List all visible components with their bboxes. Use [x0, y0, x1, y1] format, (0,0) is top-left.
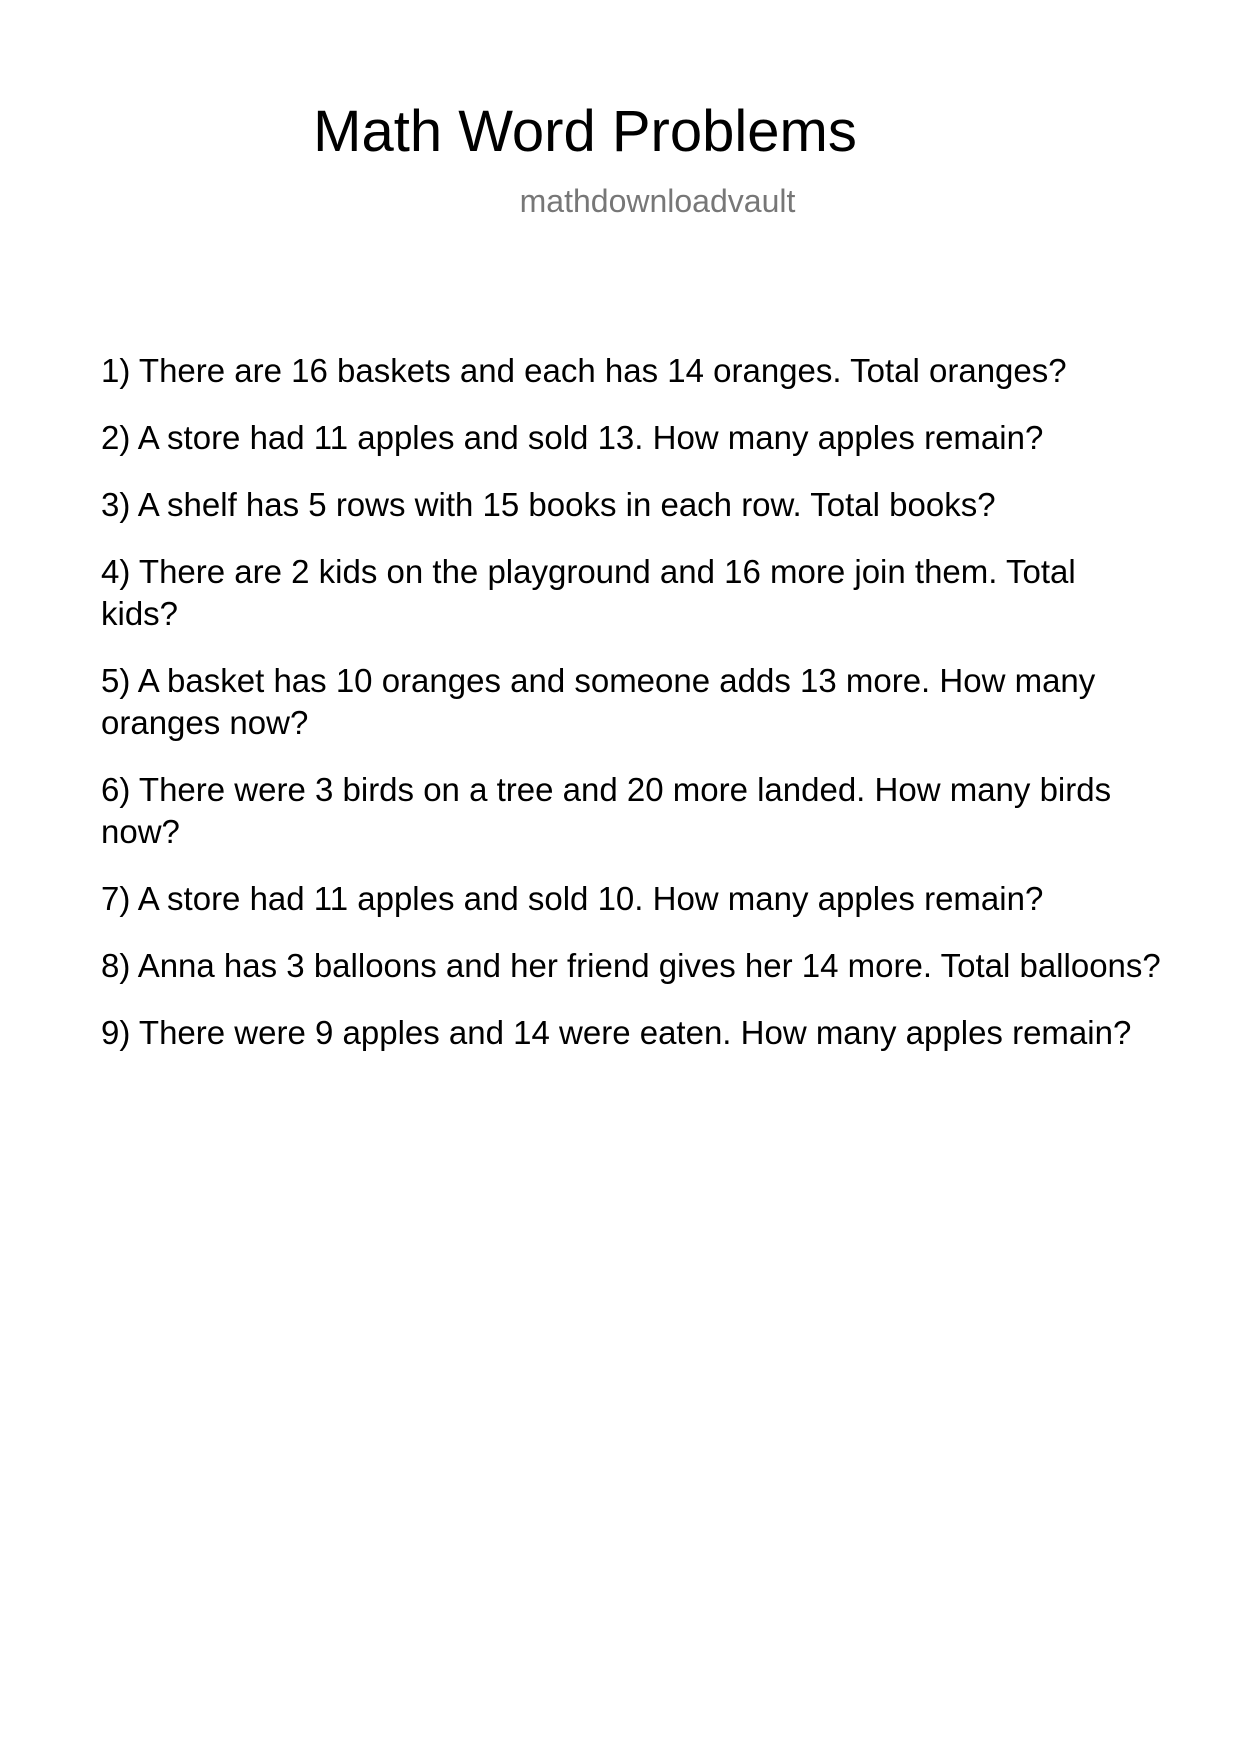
problem-item: 4) There are 2 kids on the playground and 16 more join them. Total kids?: [101, 553, 1076, 632]
problem-list: [101, 350, 1161, 1079]
problem-item: 5) A basket has 10 oranges and someone adds 13 more. How many oranges now?: [101, 662, 1096, 741]
problem-item: 8) Anna has 3 balloons and her friend gives her 14 more. Total balloons?: [101, 947, 1161, 984]
page-subtitle: mathdownloadvault: [519, 183, 796, 219]
page-title: Math Word Problems: [313, 99, 857, 164]
problem-item: 9) There were 9 apples and 14 were eaten. How many apples remain?: [101, 1014, 1132, 1051]
problem-item: 7) A store had 11 apples and sold 10. How many apples remain?: [101, 880, 1044, 917]
problem-item: 1) There are 16 baskets and each has 14 oranges. Total oranges?: [101, 352, 1067, 389]
problem-item: 2) A store had 11 apples and sold 13. How many apples remain?: [101, 419, 1044, 456]
problem-item: 6) There were 3 birds on a tree and 20 more landed. How many birds now?: [101, 771, 1112, 850]
problem-item: 3) A shelf has 5 rows with 15 books in each row. Total books?: [101, 486, 996, 523]
